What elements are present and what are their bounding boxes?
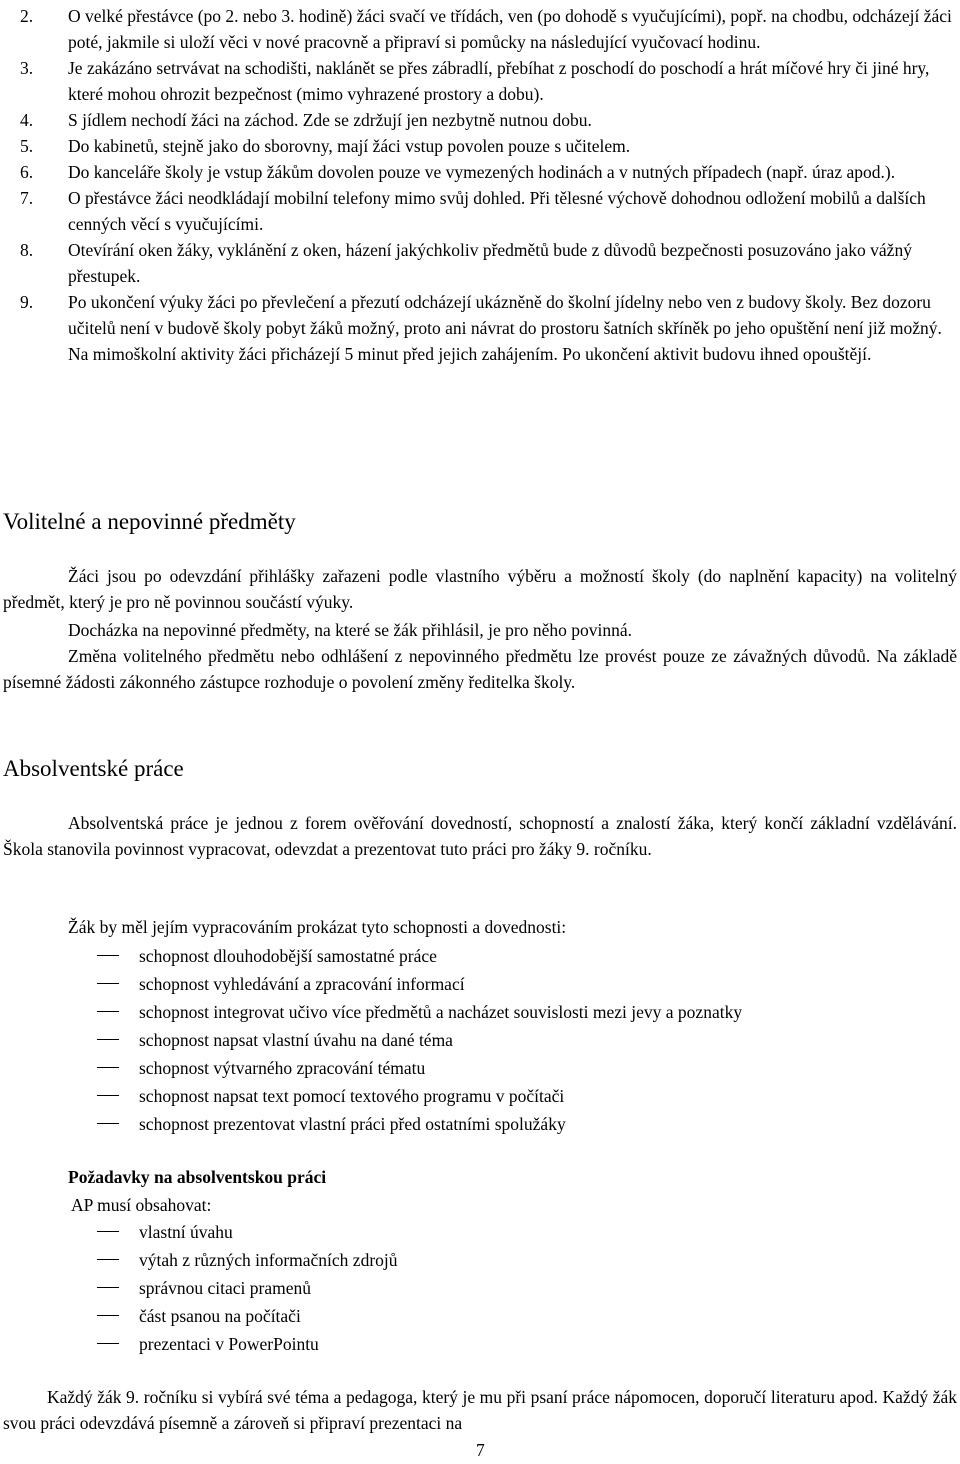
rule-item — [0, 185, 960, 237]
rule-item — [0, 55, 960, 107]
dash-bullet — [97, 1231, 119, 1232]
rule-text: Po ukončení výuky žáci po převlečení a přezutí odcházejí ukázněně do školní jídelny nebo ven z budovy školy. Bez dozoru učitelů není v budově školy pobyt žáků možný, proto ani návrat do prostoru šatních skříněk po jeho opuštění není již možný. Na mimoškolní aktivity žáci přicházejí 5 minut před jejich zahájením. Po ukončení aktivit budovu ihned opouštějí. — [68, 292, 942, 364]
skill-item: schopnost prezentovat vlastní práci před ostatními spolužáky — [0, 1110, 742, 1138]
rule-number: 9. — [20, 292, 34, 312]
rule-number: 2. — [20, 6, 34, 26]
rule-number: 4. — [20, 110, 34, 130]
skill-item: schopnost dlouhodobější samostatné práce — [0, 942, 742, 970]
rule-number: 6. — [20, 162, 34, 182]
rule-item — [0, 133, 960, 159]
rule-text: Je zakázáno setrvávat na schodišti, naklánět se přes zábradlí, přebíhat z poschodí do poschodí a hrát míčové hry či jiné hry, které mohou ohrozit bezpečnost (mimo vyhrazené prostory a dobu). — [68, 58, 930, 104]
skill-item: schopnost výtvarného zpracování tématu — [0, 1054, 742, 1082]
rule-number: 3. — [20, 58, 34, 78]
requirement-item: výtah z různých informačních zdrojů — [0, 1246, 398, 1274]
absolventske-paragraph-2: Žák by měl jejím vypracováním prokázat tyto schopnosti a dovednosti: — [68, 917, 567, 937]
section-heading-volitelne: Volitelné a nepovinné předměty — [3, 509, 296, 534]
requirement-item: prezentaci v PowerPointu — [0, 1330, 398, 1358]
rule-number: 8. — [20, 240, 34, 260]
skill-item: schopnost napsat text pomocí textového programu v počítači — [0, 1082, 742, 1110]
rule-text: S jídlem nechodí žáci na záchod. Zde se zdržují jen nezbytně nutnou dobu. — [68, 110, 592, 130]
skills-list — [0, 942, 742, 1138]
rule-item — [0, 107, 960, 133]
section-heading-absolventske: Absolventské práce — [3, 756, 184, 781]
dash-bullet — [97, 1067, 119, 1068]
rule-item — [0, 237, 960, 289]
dash-bullet — [97, 1039, 119, 1040]
page-number: 7 — [476, 1440, 485, 1460]
skill-item: schopnost integrovat učivo více předmětů a nacházet souvislosti mezi jevy a poznatky — [0, 998, 742, 1026]
dash-bullet — [97, 1343, 119, 1344]
rule-text: O velké přestávce (po 2. nebo 3. hodině) žáci svačí ve třídách, ven (po dohodě s vyučujícími), popř. na chodbu, odcházejí žáci poté, jakmile si uloží věci v nové pracovně a připraví si pomůcky na následující vyučovací hodinu. — [68, 6, 952, 52]
rule-text: Otevírání oken žáky, vyklánění z oken, házení jakýchkoliv předmětů bude z důvodů bezpečnosti posuzováno jako vážný přestupek. — [68, 240, 912, 286]
absolventske-paragraph-3: Každý žák 9. ročníku si vybírá své téma a pedagoga, který je mu při psaní práce nápomocen, doporučí literaturu apod. Každý žák svou práci odevzdává písemně a zároveň si připraví prezentaci na — [3, 1387, 957, 1433]
requirement-item: vlastní úvahu — [0, 1218, 398, 1246]
requirements-intro: AP musí obsahovat: — [71, 1195, 212, 1215]
absolventske-paragraph-1: Absolventská práce je jednou z forem ověřování dovedností, schopností a znalostí žáka, který končí základní vzdělávání. Škola stanovila povinnost vypracovat, odevzdat a prezentovat tuto práci pro žáky 9. ročníku. — [3, 813, 957, 859]
volitelne-paragraph-2: Docházka na nepovinné předměty, na které se žák přihlásil, je pro něho povinná. — [68, 620, 633, 640]
dash-bullet — [97, 1287, 119, 1288]
requirement-item: část psanou na počítači — [0, 1302, 398, 1330]
volitelne-paragraph-3: Změna volitelného předmětu nebo odhlášení z nepovinného předmětu lze provést pouze ze závažných důvodů. Na základě písemné žádosti zákonného zástupce rozhoduje o povolení změny ředitelka školy. — [3, 646, 957, 692]
rule-text: Do kabinetů, stejně jako do sborovny, mají žáci vstup povolen pouze s učitelem. — [68, 136, 631, 156]
dash-bullet — [97, 1315, 119, 1316]
rule-text: O přestávce žáci neodkládají mobilní telefony mimo svůj dohled. Při tělesné výchově dohodnou odložení mobilů a dalších cenných věcí s vyučujícími. — [68, 188, 926, 234]
rules-list — [0, 3, 960, 367]
dash-bullet — [97, 1259, 119, 1260]
dash-bullet — [97, 983, 119, 984]
requirements-heading: Požadavky na absolventskou práci — [68, 1167, 327, 1187]
dash-bullet — [97, 1011, 119, 1012]
dash-bullet — [97, 955, 119, 956]
rule-item — [0, 3, 960, 55]
dash-bullet — [97, 1123, 119, 1124]
rule-number: 7. — [20, 188, 34, 208]
requirement-item: správnou citaci pramenů — [0, 1274, 398, 1302]
skill-item: schopnost napsat vlastní úvahu na dané téma — [0, 1026, 742, 1054]
rule-number: 5. — [20, 136, 34, 156]
volitelne-paragraph-1: Žáci jsou po odevzdání přihlášky zařazeni podle vlastního výběru a možností školy (do naplnění kapacity) na volitelný předmět, který je pro ně povinnou součástí výuky. — [3, 566, 957, 612]
requirements-list — [0, 1218, 398, 1358]
rule-item — [0, 289, 960, 367]
dash-bullet — [97, 1095, 119, 1096]
skill-item: schopnost vyhledávání a zpracování informací — [0, 970, 742, 998]
rule-text: Do kanceláře školy je vstup žákům dovolen pouze ve vymezených hodinách a v nutných případech (např. úraz apod.). — [68, 162, 896, 182]
rule-item — [0, 159, 960, 185]
